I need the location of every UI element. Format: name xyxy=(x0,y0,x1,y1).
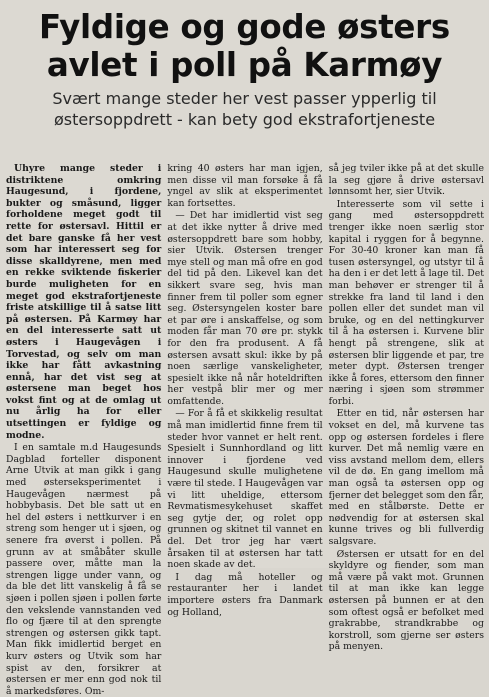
headline xyxy=(0,0,489,84)
body-paragraph: I dag må hoteller og restauranter her i landet importere østers fra Danmark og Holland, xyxy=(167,571,323,618)
body-paragraph: kring 40 østers har man igjen, men disse vil man forsøke å få yngel av slik at eksperimentet kan fortsettes. xyxy=(167,163,323,209)
body-paragraph: — For å få et skikkelig resultat må man imidlertid finne frem til steder hvor vannet er helt rent. Spesielt i Sunnhordland og litt innover i fjordene ved Haugesund skulle mulighetene være til stede. I Haugevågen var vi litt uheldige, ettersom Revmatismesykehuset skaffet seg gytje der, og rolet opp grunnen og skitnet til vannet en del. Det tror jeg har vært årsaken til at østersen har tatt noen skade av det. xyxy=(167,408,323,571)
headline-line-2: avlet i poll på Karmøy xyxy=(46,46,443,84)
body-paragraph: I en samtale m.d Haugesunds Dagblad forteller disponent Arne Utvik at man gikk i gang med østerseksperimentet i Haugevågen nærmest på hobbybasis. Det ble satt ut en hel del østers i nettkurver i en streng som henger ut i sjøen, og senere fra øverst i pollen. På grunn av at småbåter skulle passere over, måtte man la strengen ligge under vann, og da ble det litt vanskelig å få se sjøen i pollen sjøen i pollen førte den vekslende vannstanden ved flo og fjære til at den sprengte strengen og østersen gikk tapt. Man fikk imidlertid berget en kurv østers og Utvik som har spist av den, forsikrer at østersen er mer enn god nok til å markedsføres. Om- xyxy=(6,442,162,697)
subheadline-line-1: Svært mange steder her vest passer ypperlig til xyxy=(52,89,437,108)
lead-paragraph: Uhyre mange steder i distriktene omkring Haugesund, i fjordene, bukter og småsund, ligger forholdene meget godt til rette for østersavl. Hittil er det bare ganske få her vest som har interessert seg for disse skalldyrene, men med en rekke sviktende fiskerier burde muligheten for en meget god ekstrafortjeneste friste atskillige til å satse litt på østersen. På Karmøy har en del interesserte satt ut østers i Haugevågen i Torvestad, og selv om man ikke har fått avkastning ennå, har det vist seg at østersene man beget hos vokst fint og at de omlag ut nu årlig ha for eller utsettingen er fyldige og modne. xyxy=(6,163,162,441)
headline-line-1: Fyldige og gode østers xyxy=(39,8,450,46)
article-column-3 xyxy=(328,163,484,653)
article-column-2 xyxy=(167,163,323,618)
subheadline xyxy=(0,88,489,130)
body-paragraph: Interesserte som vil sette i gang med østersoppdrett trenger ikke noen særlig stor kapital i ryggen for å begynne. For 30-40 kroner kan man få tusen østersyngel, og utstyr til å ha den i er det lett å lage til. Det man behøver er strenger til å strekke fra land til land i den pollen eller det sundet man vil bruke, og en del nettingkurver til å ha østersen i. Kurvene blir hengt på strengene, slik at østersen blir liggende et par, tre meter dypt. Østersen trenger ikke å fores, ettersom den finner næring i sjøen som strømmer forbi. xyxy=(328,198,484,407)
body-paragraph: så jeg tviler ikke på at det skulle la seg gjøre å drive østersavl lønnsomt her, sier Utvik. xyxy=(328,163,484,198)
body-paragraph: — Det har imidlertid vist seg at det ikke nytter å drive med østersoppdrett bare som hobby, sier Utvik. Østersen trenger mye stell og man må ofre en god del tid på den. Likevel kan det sikkert svare seg, hvis man finner frem til poller som egner seg. Østersyngelen koster bare et par øre i anskaffelse, og som moden får man 70 øre pr. stykk for den fra produsent. A få østersen avsatt skul: ikke by på noen særlige vanskeligheter, spesielt ikke nå når hoteldriften her vestpå blir mer og mer omfattende. xyxy=(167,210,323,407)
article-column-1 xyxy=(6,163,162,697)
subheadline-line-2: østersoppdrett - kan bety god ekstrafortjeneste xyxy=(53,110,436,129)
body-paragraph: Etter en tid, når østersen har vokset en del, må kurvene tas opp og østersen fordeles i flere kurver. Det må nemlig være en viss avstand mellom dem, ellers vil de dø. En gang imellom må man også ta østersen opp og fjerner det belegget som den får, med en stålbørste. Dette er nødvendig for at østersen skal kunne trives og bli fullverdig salgsvare. xyxy=(328,408,484,547)
body-paragraph: Østersen er utsatt for en del skyldyre og fiender, som man må være på vakt mot. Grunnen til at man ikke kan legge østersen på bunnen er at den som oftest også er befolket med grakrabbe, strandkrabbe og korstroll, som gjerne ser østers på menyen. xyxy=(328,548,484,653)
article-columns xyxy=(6,163,484,697)
